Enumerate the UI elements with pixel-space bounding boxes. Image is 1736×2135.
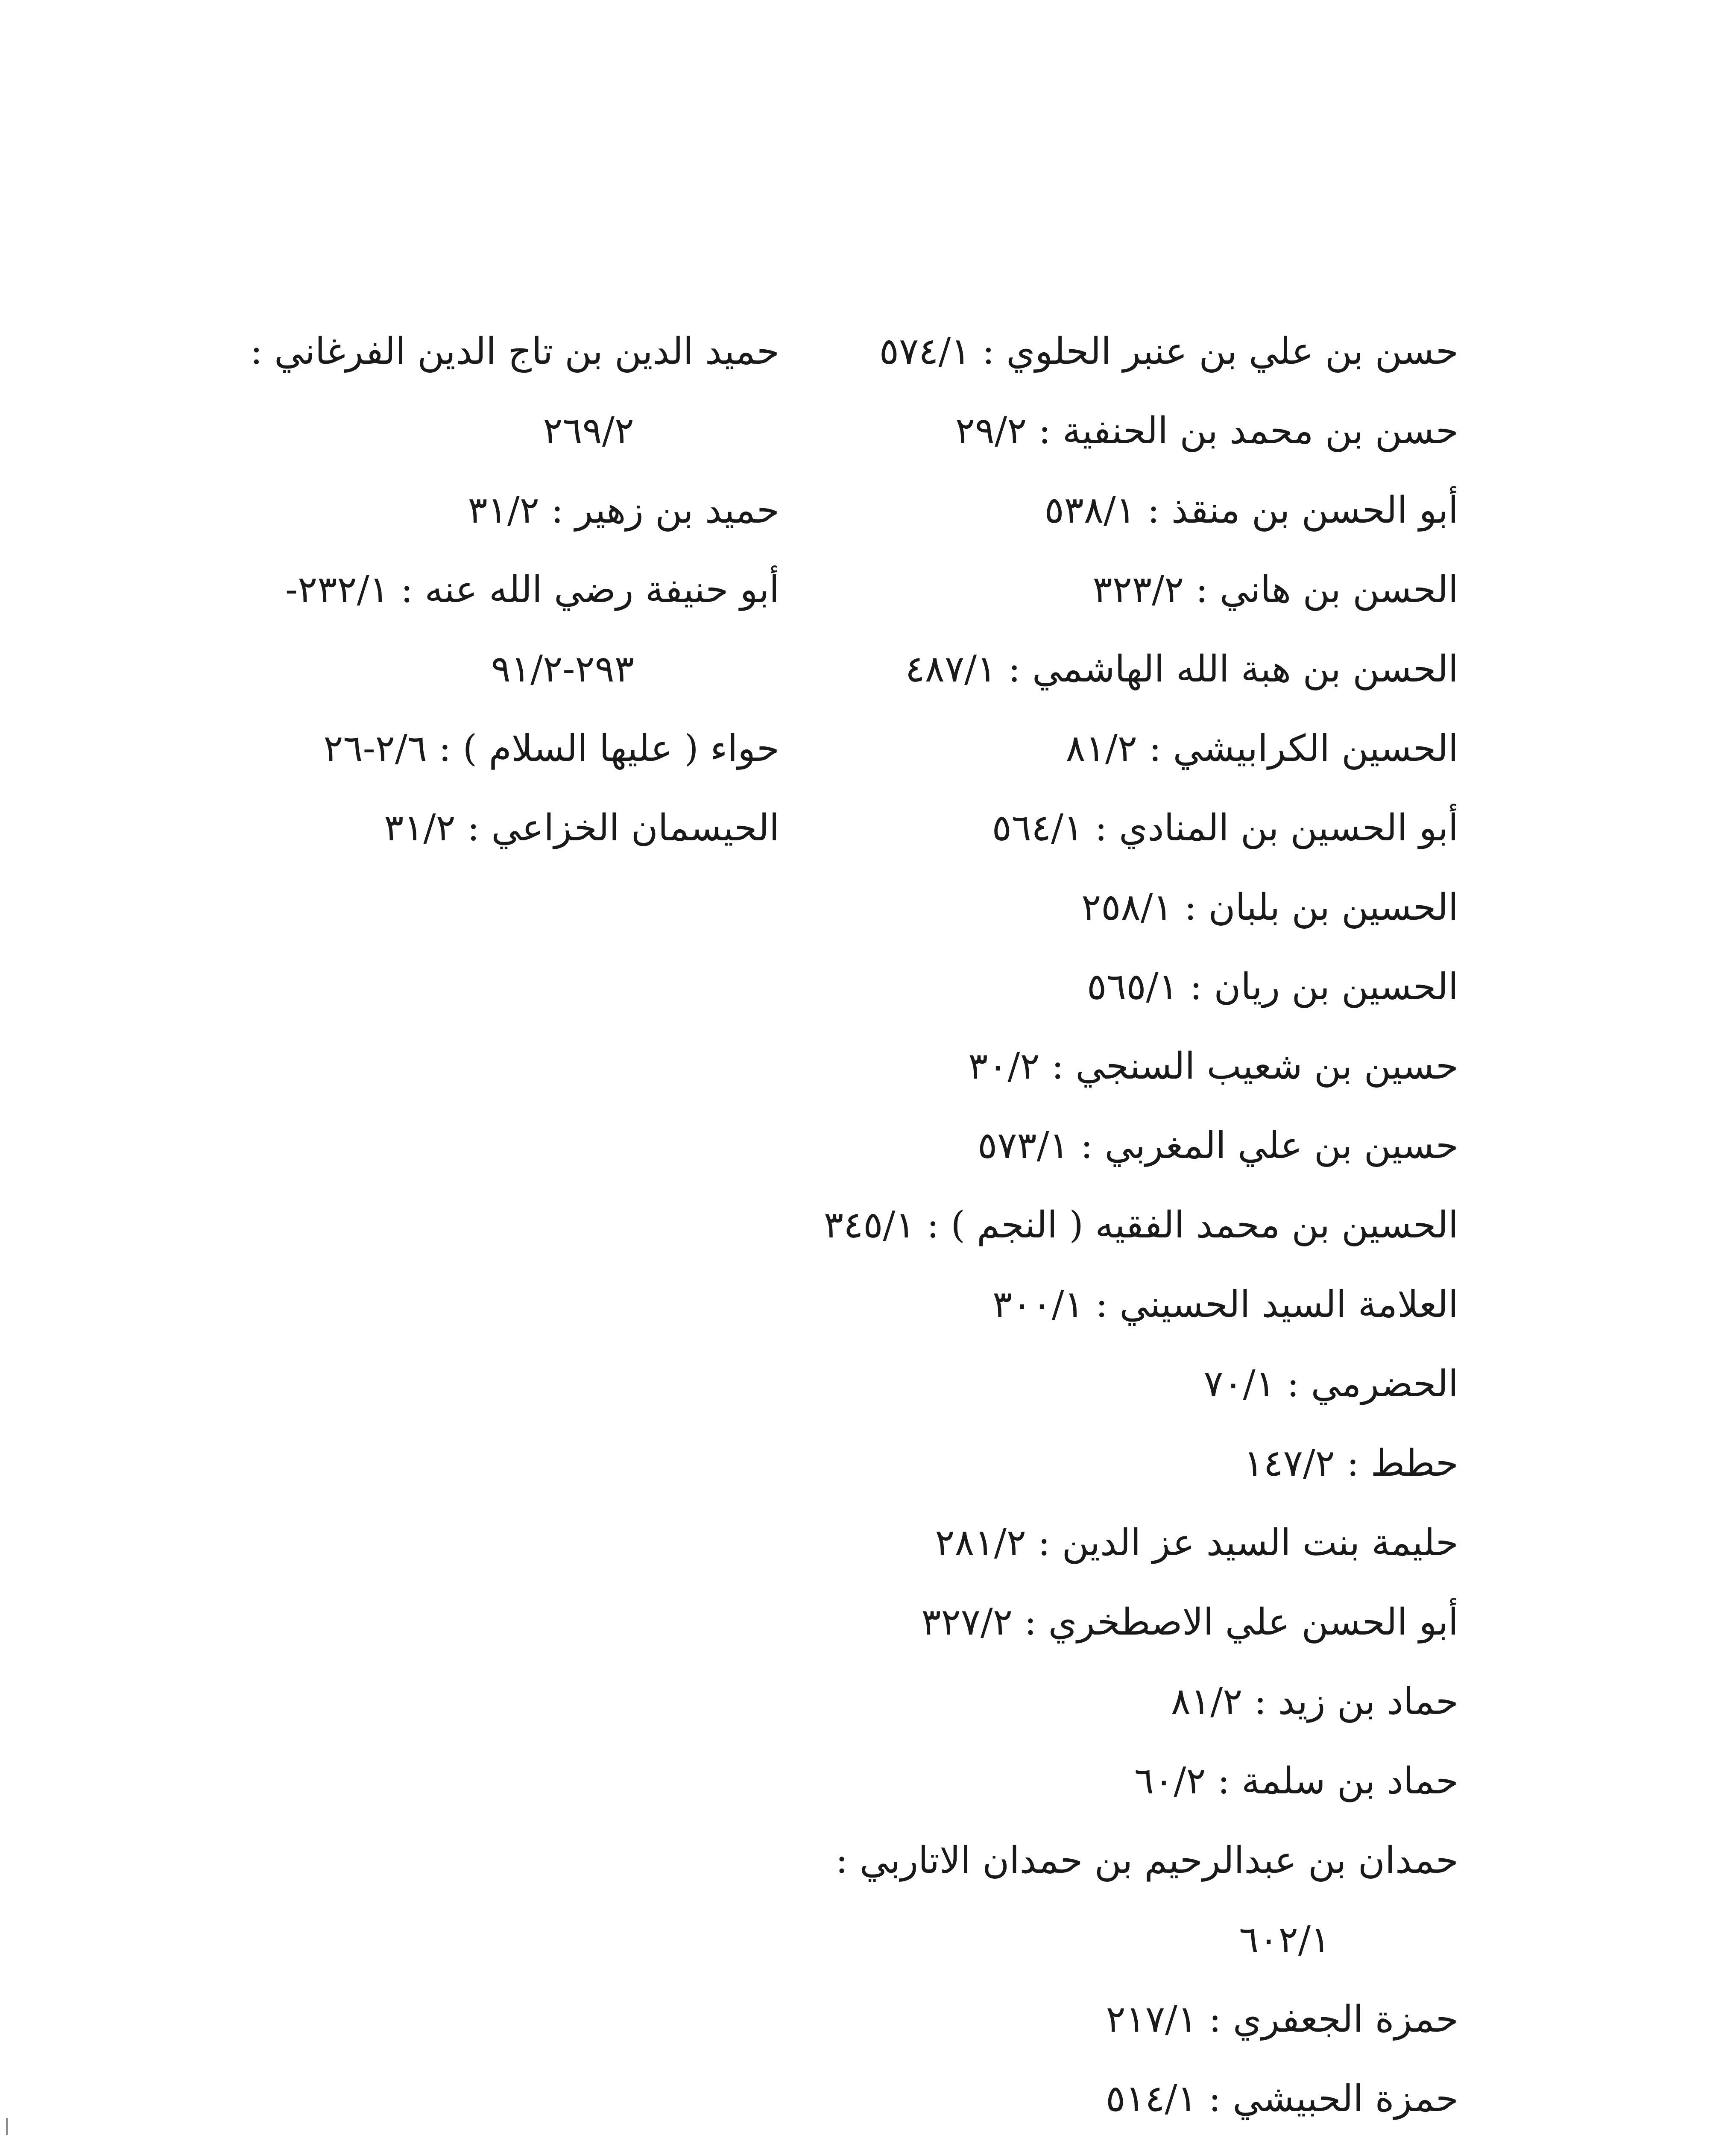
index-entry: الحسن بن هبة الله الهاشمي : ٤٨٧/١ [905,648,1458,690]
index-entry: الحيسمان الخزاعي : ٣١/٢ [384,807,779,849]
index-entry: حمزة الحبيشي : ٥١٤/١ [1105,2077,1458,2120]
index-entry: حسن بن علي بن عنبر الحلوي : ٥٧٤/١ [879,330,1458,373]
index-entry: أبو الحسين بن المنادي : ٥٦٤/١ [992,807,1458,849]
index-entry: حسين بن علي المغربي : ٥٧٣/١ [978,1124,1458,1167]
index-entry: حماد بن سلمة : ٦٠/٢ [1134,1760,1458,1802]
index-entry: حميد الدين بن تاج الدين الفرغاني : [250,330,779,373]
index-entry: حمزة الجعفري : ٢١٧/١ [1106,1998,1458,2041]
index-entry: الحضرمي : ٧٠/١ [1203,1363,1458,1405]
index-entry: حسين بن شعيب السنجي : ٣٠/٢ [968,1045,1458,1088]
index-entry: الحسين بن ريان : ٥٦٥/١ [1086,965,1458,1008]
index-entry: الحسين بن بلبان : ٢٥٨/١ [1081,886,1458,929]
index-entry: حماد بن زيد : ٨١/٢ [1171,1680,1458,1723]
index-entry: الحسين الكرابيشي : ٨١/٢ [1066,727,1458,770]
index-entry: حميد بن زهير : ٣١/٢ [468,489,779,532]
index-entry: حليمة بنت السيد عز الدين : ٢٨١/٢ [935,1521,1458,1564]
index-entry: حمدان بن عبدالرحيم بن حمدان الاتاربي : [835,1839,1458,1882]
index-entry: أبو الحسن علي الاصطخري : ٣٢٧/٢ [921,1601,1458,1644]
index-entry: الحسين بن محمد الفقيه ( النجم ) : ٣٤٥/١ [823,1204,1458,1246]
index-entry: حطط : ١٤٧/٢ [1244,1442,1458,1485]
index-entry: الحسن بن هاني : ٣٢٣/٢ [1092,568,1458,611]
index-entry: أبو الحسن بن منقذ : ٥٣٨/١ [1044,489,1458,532]
scan-edge-mark [6,2118,8,2135]
index-entry: حسن بن محمد بن الحنفية : ٢٩/٢ [955,409,1458,452]
index-entry: أبو حنيفة رضي الله عنه : ٢٣٢/١- [285,568,779,611]
index-entry: العلامة السيد الحسيني : ٣٠٠/١ [992,1283,1458,1326]
index-entry: حواء ( عليها السلام ) : ٢/٦-٢٦ [323,727,779,770]
index-column-left [75,312,779,868]
index-entry-continuation: ٦٠٢/١ [1239,1919,1330,1961]
index-entry-continuation: ٢٦٩/٢ [543,409,634,452]
index-entry-continuation: ٢٩٣-٩١/٢ [491,648,634,690]
index-column-right [732,312,1458,2135]
